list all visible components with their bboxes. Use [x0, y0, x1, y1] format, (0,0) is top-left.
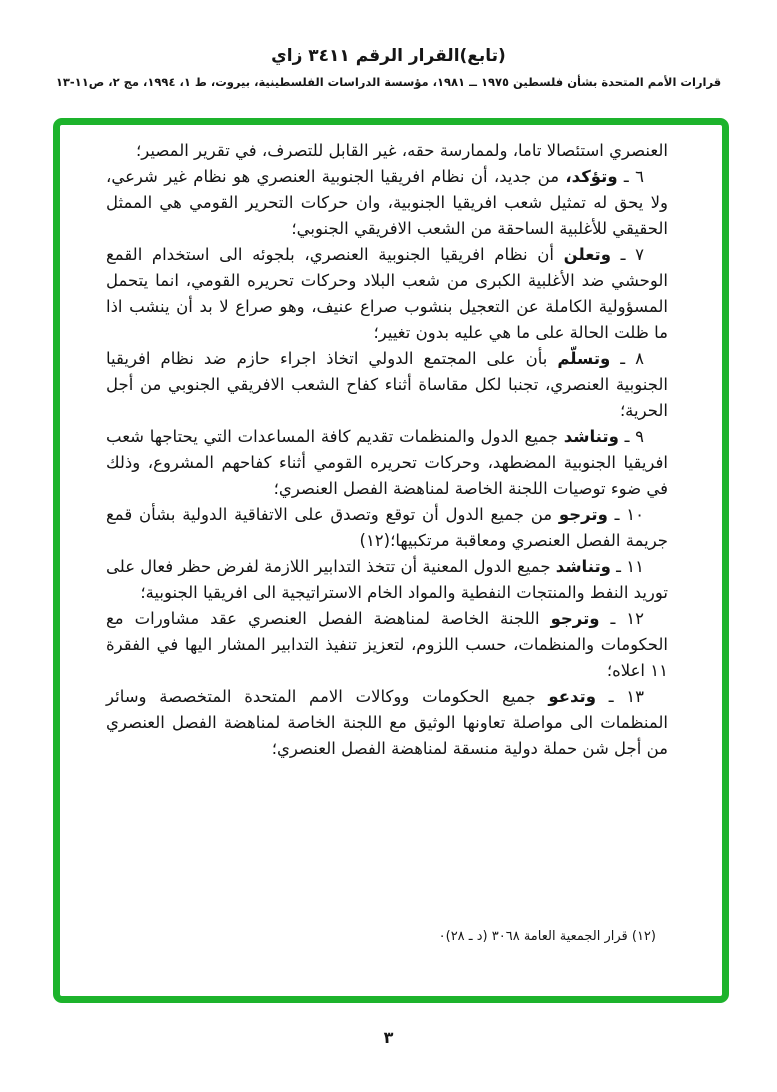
body-paragraph	[106, 424, 668, 502]
body-paragraph	[106, 242, 668, 346]
body-paragraph	[106, 606, 668, 684]
page-number: ٣	[383, 1028, 394, 1047]
paragraph-text: جميع الحكومات ووكالات الامم المتحدة المتخصصة وسائر المنظمات الى مواصلة تعاونها الوثيق مع اللجنة الخاصة لمناهضة الفصل العنصري من أجل شن حملة دولية منسقة لمناهضة الفصل العنصري؛	[106, 687, 668, 758]
paragraph-lead-verb: وتدعو	[548, 687, 596, 706]
paragraph-lead-verb: وتسلّم	[557, 349, 611, 368]
page-header	[0, 46, 777, 89]
paragraph-text: جميع الدول والمنظمات تقديم كافة المساعدات التي يحتاجها شعب افريقيا الجنوبية المضطهد، وحركات تحريره القومي أثناء كفاحهم المشروع، وذلك في ضوء توصيات اللجنة الخاصة لمناهضة الفصل العنصري؛	[106, 427, 668, 498]
body-paragraph	[106, 164, 668, 242]
paragraph-text: جميع الدول المعنية أن تتخذ التدابير اللازمة لفرض حظر فعال على توريد النفط والمنتجات النفطية والمواد الخام الاستراتيجية الى افريقيا الجنوبية؛	[106, 557, 668, 602]
paragraph-number: ١١ ـ	[610, 557, 645, 576]
body-paragraph	[106, 554, 668, 606]
paragraph-text: بأن على المجتمع الدولي اتخاذ اجراء حازم ضد نظام افريقيا الجنوبية العنصري، تجنبا لكل مقاساة أثناء كفاح الشعب الافريقي الجنوبي من أجل الحرية؛	[106, 349, 668, 420]
paragraph-number: ٩ ـ	[618, 427, 644, 446]
paragraph-lead-verb: وتناشد	[563, 427, 619, 446]
source-citation: قرارات الأمم المتحدة بشأن فلسطين ١٩٧٥ ــ ١٩٨١، مؤسسة الدراسات الفلسطينية، بيروت، ط ١، ١٩٩٤، مج ٢، ص١١-١٣	[55, 75, 722, 89]
document-text	[106, 138, 668, 762]
paragraph-text: أن نظام افريقيا الجنوبية العنصري، بلجوئه الى استخدام القمع الوحشي ضد الأغلبية الكبرى من شعب البلاد وحركات تحريره القومي، انما يتحمل المسؤولية الكاملة عن التعجيل بنشوب صراع عنيف، وهو صراع لا بد أن ينشب اذا ما ظلت الحالة على ما هي عليه بدون تغيير؛	[106, 245, 668, 342]
body-paragraph	[106, 138, 668, 164]
paragraph-number: ٨ ـ	[610, 349, 644, 368]
paragraph-lead-verb: وترجو	[550, 609, 600, 628]
paragraph-number: ٧ ـ	[611, 245, 645, 264]
paragraph-text: العنصري استئصالا تاما، ولممارسة حقه، غير القابل للتصرف، في تقرير المصير؛	[136, 141, 668, 160]
paragraph-lead-verb: وتؤكد،	[565, 167, 618, 186]
paragraph-text: من جديد، أن نظام افريقيا الجنوبية العنصري هو نظام غير شرعي، ولا يحق له تمثيل شعب افريقيا الجنوبية، وان حركات التحرير القومي هي الممثل الحقيقي للأغلبية الساحقة من الشعب الافريقي الجنوبي؛	[106, 167, 668, 238]
paragraph-number: ١٣ ـ	[595, 687, 645, 706]
paragraph-number: ١٠ ـ	[607, 505, 644, 524]
paragraph-text: اللجنة الخاصة لمناهضة الفصل العنصري عقد مشاورات مع الحكومات والمنظمات، حسب اللزوم، لتعزيز تنفيذ التدابير المشار اليها في الفقرة ١١ اعلاه؛	[106, 609, 668, 680]
footnote: (١٢) قرار الجمعية العامة ٣٠٦٨ (د ـ ٢٨)٠	[438, 929, 656, 944]
paragraph-lead-verb: وتعلن	[563, 245, 611, 264]
body-paragraph	[106, 684, 668, 762]
body-paragraph	[106, 502, 668, 554]
paragraph-text: من جميع الدول أن توقع وتصدق على الاتفاقية الدولية بشأن قمع جريمة الفصل العنصري ومعاقبة مرتكبيها؛(١٢)	[106, 505, 668, 550]
paragraph-lead-verb: وترجو	[558, 505, 608, 524]
paragraph-lead-verb: وتناشد	[555, 557, 611, 576]
paragraph-number: ١٢ ـ	[599, 609, 645, 628]
page-title: (تابع)القرار الرقم ٣٤١١ زاي	[271, 46, 506, 66]
body-paragraph	[106, 346, 668, 424]
paragraph-number: ٦ ـ	[617, 167, 644, 186]
